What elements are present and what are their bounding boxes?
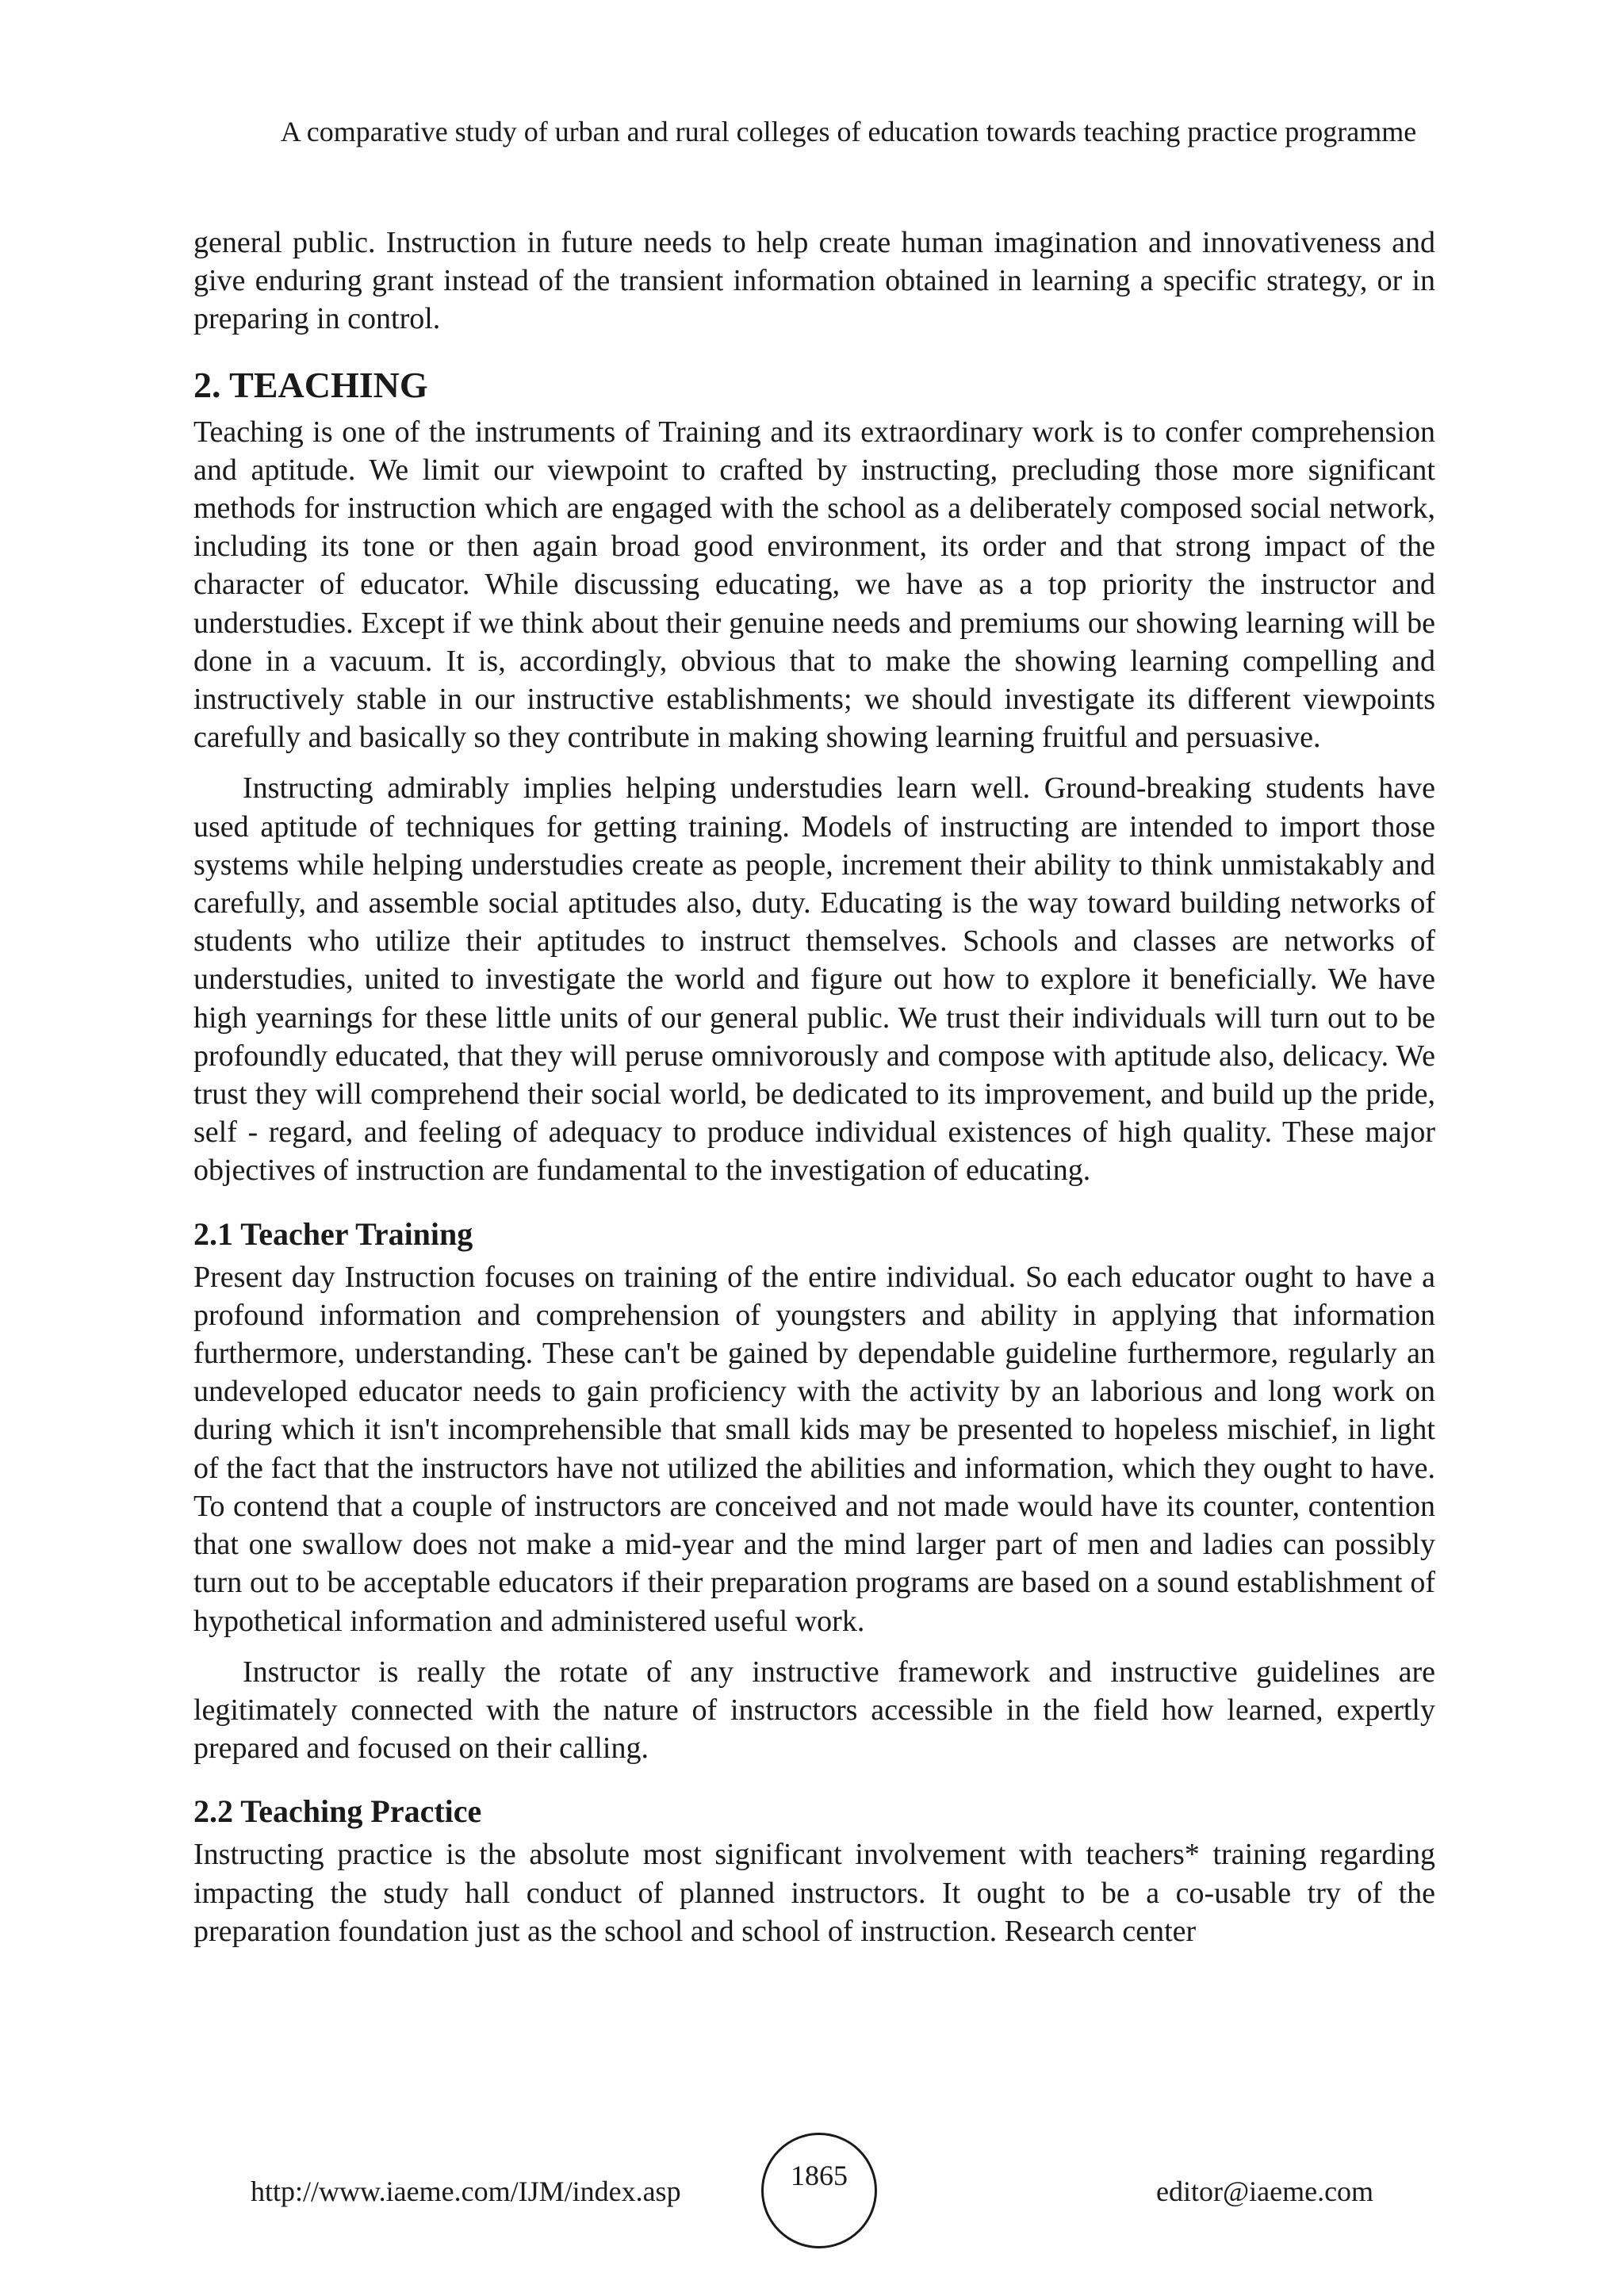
running-header: A comparative study of urban and rural colleges of education towards teaching practice programme xyxy=(280,116,1417,147)
footer-email-link[interactable]: editor@iaeme.com xyxy=(1156,2175,1374,2207)
teaching-paragraph: Teaching is one of the instruments of Training and its extraordinary work is to confer comprehension and aptitude. We limit our viewpoint to crafted by instructing, precluding those more significant methods for instruction which are engaged with the school as a deliberately composed social network, including its tone or then again broad good environment, its order and that strong impact of the character of educator. While discussing educating, we have as a top priority the instructor and understudies. Except if we think about their genuine needs and premiums our showing learning will be done in a vacuum. It is, accordingly, obvious that to make the showing learning compelling and instructively stable in our instructive establishments; we should investigate its different viewpoints carefully and basically so they contribute in making showing learning fruitful and persuasive. xyxy=(193,415,1435,755)
subsection-heading-teacher-training: 2.1 Teacher Training xyxy=(193,1215,473,1252)
teacher-training-paragraph: Instructor is really the rotate of any instructive framework and instructive guidelines are legitimately connected with the nature of instructors accessible in the field how learned, expertly prepared and focused on their calling. xyxy=(193,1655,1435,1766)
page-number-badge: 1865 xyxy=(761,2133,877,2248)
teacher-training-paragraph: Present day Instruction focuses on training of the entire individual. So each educator ought to have a profound information and comprehension of youngsters and ability in applying that information furthermore, understanding. These can't be gained by dependable guideline furthermore, regularly an undeveloped educator needs to gain proficiency with the activity by an laborious and long work on during which it isn't incomprehensible that small kids may be presented to hopeless mischief, in light of the fact that the instructors have not utilized the abilities and information, which they ought to have. To contend that a couple of instructors are conceived and not made would have its counter, contention that one swallow does not make a mid-year and the mind larger part of men and ladies can possibly turn out to be acceptable educators if their preparation programs are based on a sound establishment of hypothetical information and administered useful work. xyxy=(193,1260,1435,1638)
footer-url-link[interactable]: http://www.iaeme.com/IJM/index.asp xyxy=(251,2175,681,2207)
subsection-heading-teaching-practice: 2.2 Teaching Practice xyxy=(193,1793,482,1830)
section-heading-teaching: 2. TEACHING xyxy=(193,364,428,405)
teaching-paragraph: Instructing admirably implies helping understudies learn well. Ground-breaking students have used aptitude of techniques for getting training. Models of instructing are intended to import those systems while helping understudies create as people, increment their ability to think unmistakably and carefully, and assemble social aptitudes also, duty. Educating is the way toward building networks of students who utilize their aptitudes to instruct themselves. Schools and classes are networks of understudies, united to investigate the world and figure out how to explore it beneficially. We have high yearnings for these little units of our general public. We trust their individuals will turn out to be profoundly educated, that they will peruse omnivorously and compose with aptitude also, delicacy. We trust they will comprehend their social world, be dedicated to its improvement, and build up the pride, self - regard, and feeling of adequacy to produce individual existences of high quality. These major objectives of instruction are fundamental to the investigation of educating. xyxy=(193,771,1435,1188)
intro-paragraph: general public. Instruction in future needs to help create human imagination and innovativeness and give enduring grant instead of the transient information obtained in learning a specific strategy, or in preparing in control. xyxy=(193,226,1435,336)
teaching-practice-paragraph: Instructing practice is the absolute most significant involvement with teachers* training regarding impacting the study hall conduct of planned instructors. It ought to be a co-usable try of the preparation foundation just as the school and school of instruction. Research center xyxy=(193,1838,1435,1948)
article-body xyxy=(193,224,1435,1963)
